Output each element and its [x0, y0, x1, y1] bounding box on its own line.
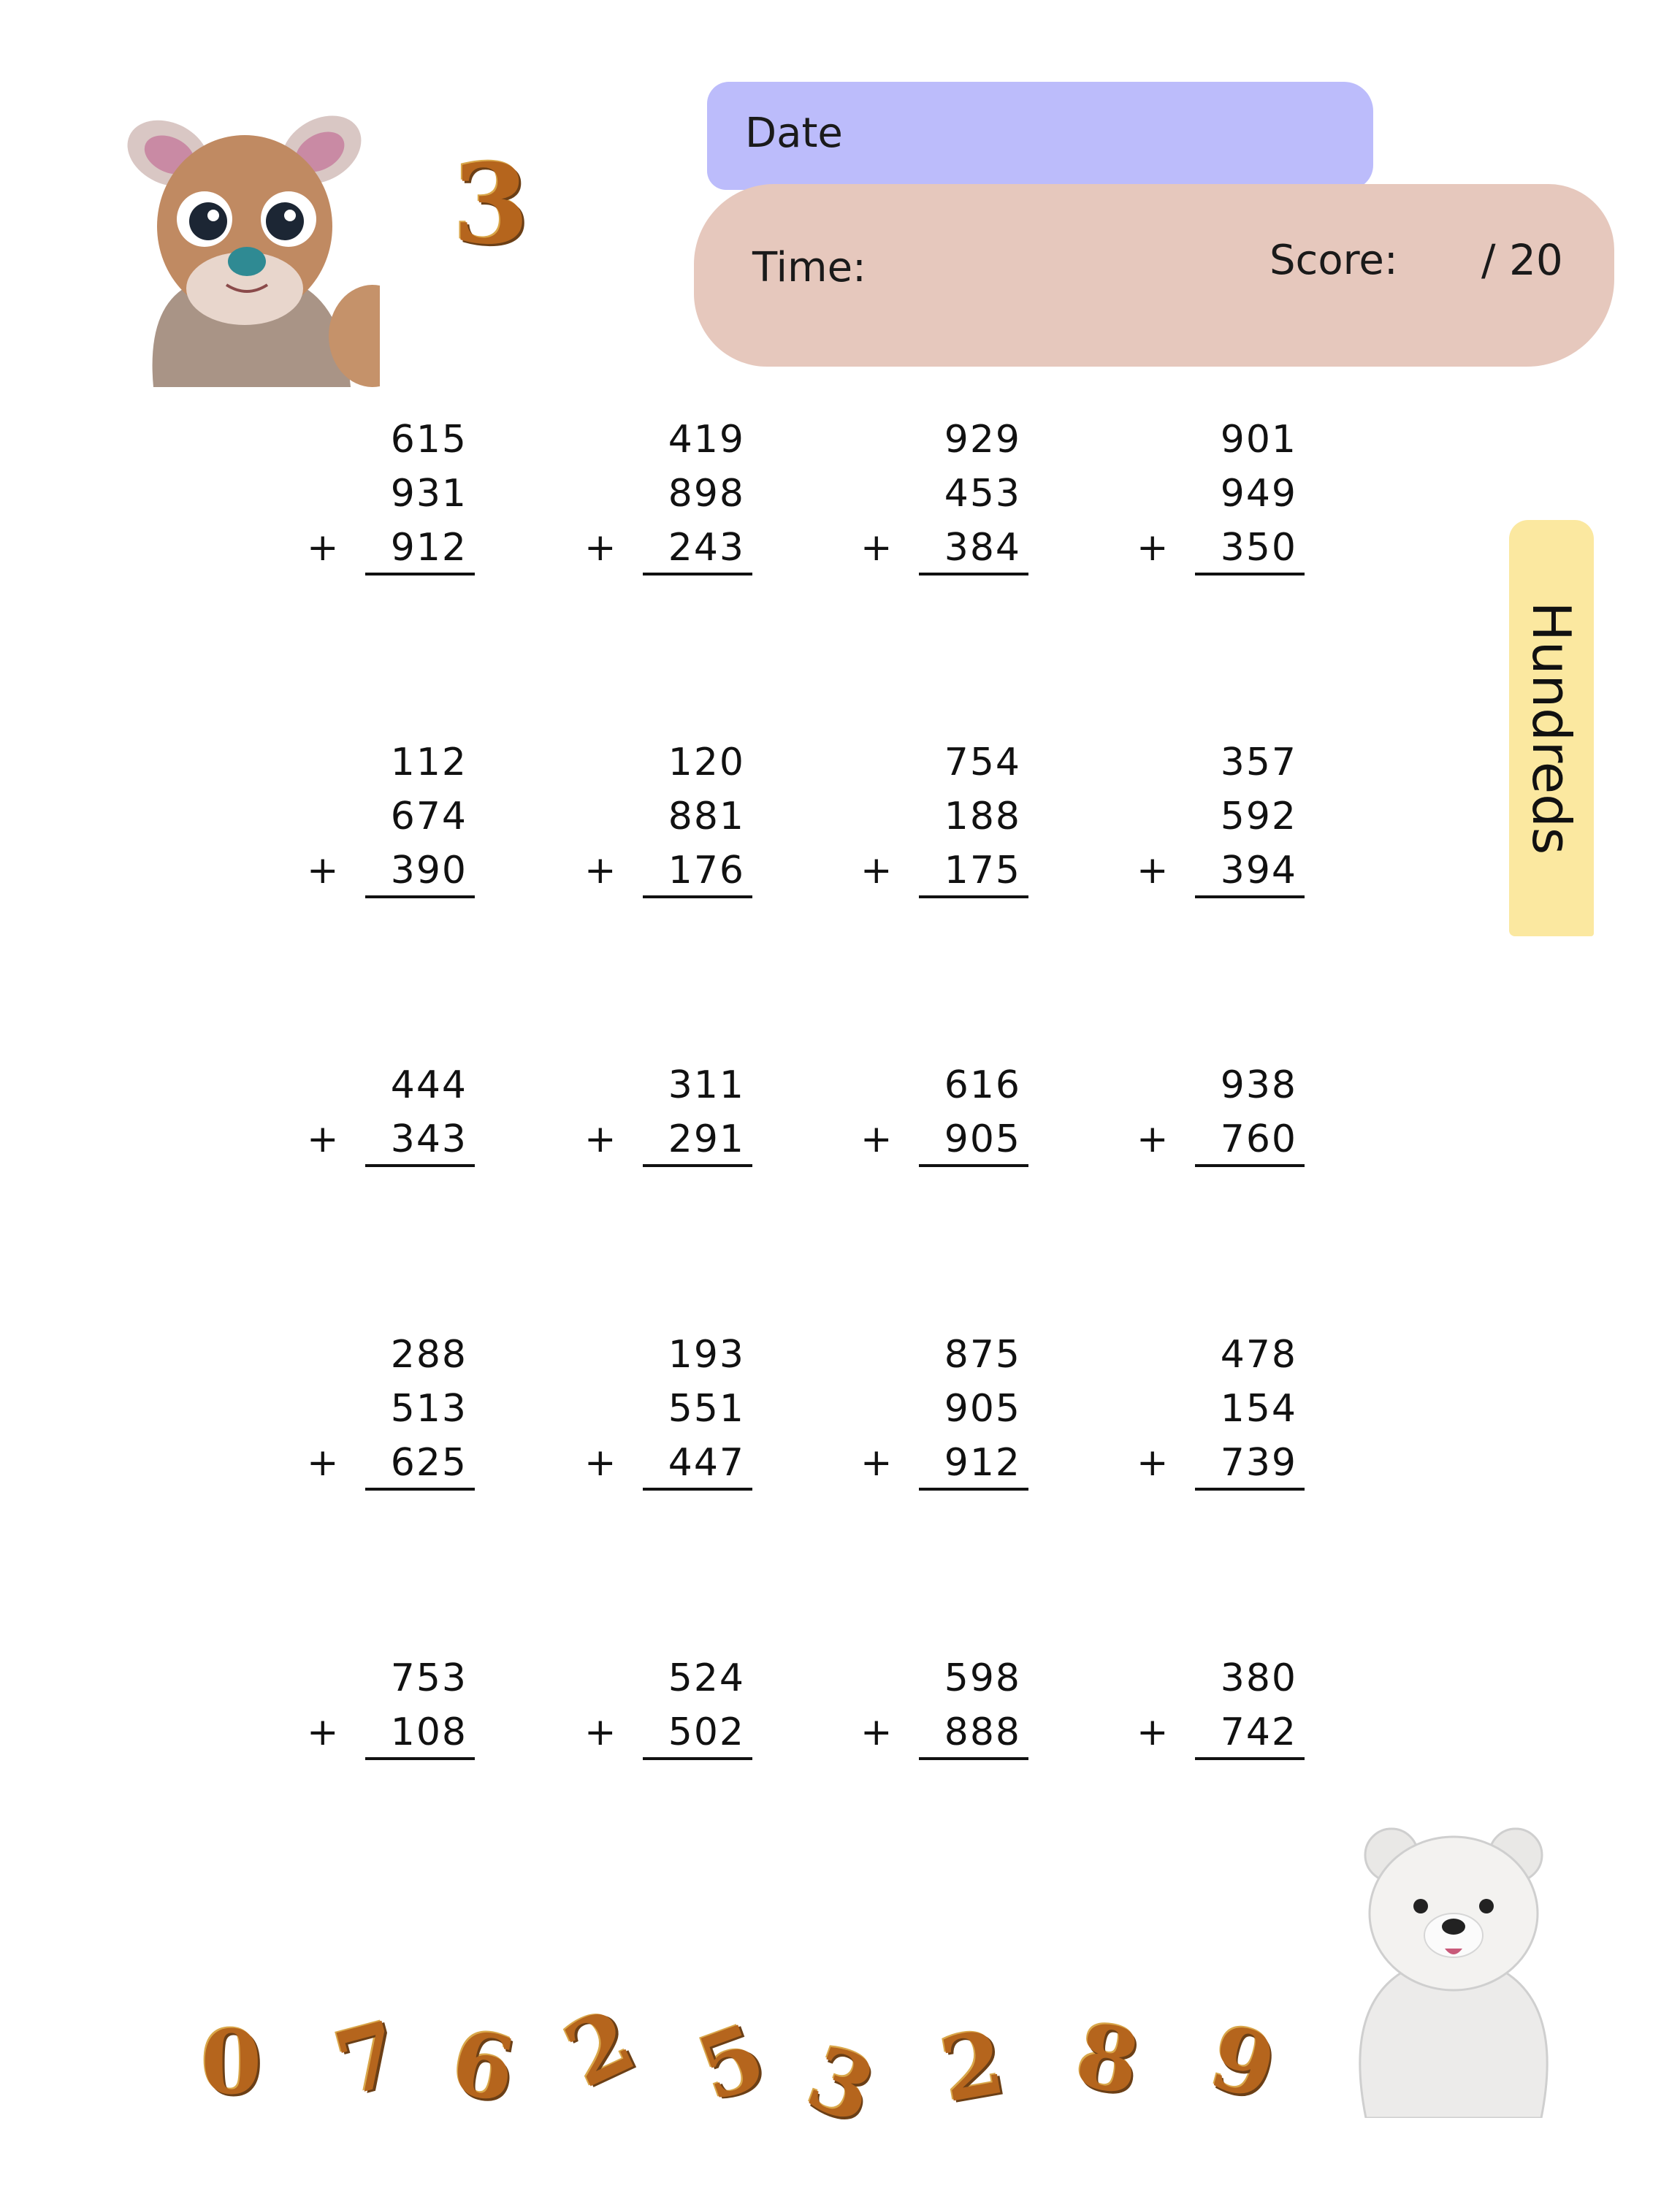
answer-line	[643, 573, 752, 576]
plus-sign: +	[584, 526, 616, 570]
addend: 753	[390, 1656, 467, 1700]
leaf-digit: 7	[325, 2001, 411, 2117]
answer-line	[643, 1488, 752, 1491]
addend: 912	[944, 1441, 1021, 1485]
addend: 243	[668, 526, 745, 570]
plus-sign: +	[860, 1441, 893, 1485]
addend: 311	[668, 1063, 745, 1107]
plus-sign: +	[307, 1710, 339, 1754]
answer-line	[643, 895, 752, 898]
addend: 592	[1220, 795, 1297, 838]
addend: 193	[668, 1333, 745, 1377]
leaf-digit: 3	[795, 2026, 888, 2144]
addition-problem	[307, 1333, 475, 1510]
addend: 929	[944, 418, 1021, 462]
addend: 350	[1220, 526, 1297, 570]
addition-problem	[584, 1063, 752, 1186]
worksheet-topic-tab	[1509, 520, 1594, 936]
answer-line	[365, 1757, 475, 1760]
plus-sign: +	[860, 1117, 893, 1161]
answer-line	[919, 895, 1028, 898]
answer-line	[919, 1488, 1028, 1491]
answer-line	[919, 573, 1028, 576]
addend: 760	[1220, 1117, 1297, 1161]
addend: 616	[944, 1063, 1021, 1107]
leaf-digit: 8	[1069, 2003, 1148, 2116]
addition-problem	[860, 1333, 1028, 1510]
plus-sign: +	[584, 849, 616, 892]
leaf-digit: 6	[444, 2010, 523, 2123]
answer-line	[919, 1164, 1028, 1167]
addend: 524	[668, 1656, 745, 1700]
addend: 674	[390, 795, 467, 838]
addend: 447	[668, 1441, 745, 1485]
worksheet-topic-label: Hundreds	[1521, 601, 1582, 855]
addition-problem	[584, 741, 752, 917]
time-score-panel	[694, 184, 1614, 367]
leaf-digit-top	[453, 140, 562, 269]
addend: 754	[944, 741, 1021, 784]
time-label: Time:	[752, 244, 866, 291]
leaf-digit: 9	[1200, 2005, 1286, 2121]
answer-line	[365, 573, 475, 576]
date-label: Date	[745, 110, 843, 157]
answer-line	[365, 1488, 475, 1491]
addition-problem	[307, 1063, 475, 1186]
addend: 478	[1220, 1333, 1297, 1377]
answer-line	[365, 895, 475, 898]
addend: 739	[1220, 1441, 1297, 1485]
addend: 357	[1220, 741, 1297, 784]
plus-sign: +	[307, 849, 339, 892]
addition-problem	[1137, 1063, 1305, 1186]
addend: 912	[390, 526, 467, 570]
plus-sign: +	[860, 849, 893, 892]
addend: 551	[668, 1387, 745, 1431]
plus-sign: +	[860, 526, 893, 570]
addend: 875	[944, 1333, 1021, 1377]
leaf-digit: 0	[201, 2011, 262, 2114]
addend: 390	[390, 849, 467, 892]
addend: 615	[390, 418, 467, 462]
addend: 176	[668, 849, 745, 892]
plus-sign: +	[584, 1710, 616, 1754]
answer-line	[1195, 573, 1305, 576]
plus-sign: +	[584, 1117, 616, 1161]
plus-sign: +	[860, 1710, 893, 1754]
addend: 188	[944, 795, 1021, 838]
addend: 380	[1220, 1656, 1297, 1700]
answer-line	[1195, 1757, 1305, 1760]
addition-problem	[307, 418, 475, 594]
plus-sign: +	[1137, 849, 1169, 892]
polar-bear-illustration	[1322, 1826, 1585, 2118]
answer-line	[1195, 1164, 1305, 1167]
plus-sign: +	[307, 526, 339, 570]
addend: 502	[668, 1710, 745, 1754]
addition-problem	[307, 1656, 475, 1779]
addition-problem	[860, 1063, 1028, 1186]
addend: 905	[944, 1387, 1021, 1431]
addend: 898	[668, 472, 745, 516]
leaf-digit-text: 3	[453, 140, 530, 269]
addend: 343	[390, 1117, 467, 1161]
date-field[interactable]	[707, 82, 1373, 190]
answer-line	[919, 1757, 1028, 1760]
plus-sign: +	[1137, 1117, 1169, 1161]
addition-problem	[1137, 1656, 1305, 1779]
plus-sign: +	[1137, 1441, 1169, 1485]
answer-line	[643, 1164, 752, 1167]
addend: 419	[668, 418, 745, 462]
addend: 112	[390, 741, 467, 784]
leaf-digit: 2	[933, 2010, 1012, 2123]
addend: 513	[390, 1387, 467, 1431]
answer-line	[1195, 895, 1305, 898]
addend: 384	[944, 526, 1021, 570]
addition-problem	[1137, 741, 1305, 917]
leaf-digit: 5	[685, 2004, 778, 2122]
score-total: / 20	[1481, 235, 1563, 285]
addition-problem	[584, 1656, 752, 1779]
answer-line	[1195, 1488, 1305, 1491]
addend: 175	[944, 849, 1021, 892]
addition-problem	[860, 1656, 1028, 1779]
addition-problem	[860, 418, 1028, 594]
addend: 938	[1220, 1063, 1297, 1107]
addend: 905	[944, 1117, 1021, 1161]
addition-problem	[1137, 418, 1305, 594]
addend: 625	[390, 1441, 467, 1485]
answer-line	[365, 1164, 475, 1167]
addend: 444	[390, 1063, 467, 1107]
addend: 742	[1220, 1710, 1297, 1754]
answer-line	[643, 1757, 752, 1760]
plus-sign: +	[307, 1117, 339, 1161]
score-label: Score:	[1269, 237, 1398, 284]
plus-sign: +	[1137, 1710, 1169, 1754]
addend: 888	[944, 1710, 1021, 1754]
addition-problem	[584, 418, 752, 594]
addend: 453	[944, 472, 1021, 516]
addend: 931	[390, 472, 467, 516]
addend: 291	[668, 1117, 745, 1161]
addend: 949	[1220, 472, 1297, 516]
addition-problem	[860, 741, 1028, 917]
plus-sign: +	[307, 1441, 339, 1485]
addend: 598	[944, 1656, 1021, 1700]
plus-sign: +	[1137, 526, 1169, 570]
addition-problem	[1137, 1333, 1305, 1510]
addition-problem	[584, 1333, 752, 1510]
addend: 154	[1220, 1387, 1297, 1431]
addition-problem	[307, 741, 475, 917]
addend: 288	[390, 1333, 467, 1377]
plus-sign: +	[584, 1441, 616, 1485]
addend: 120	[668, 741, 745, 784]
addend: 108	[390, 1710, 467, 1754]
addend: 881	[668, 795, 745, 838]
leaf-digit: 2	[550, 1989, 650, 2108]
addend: 901	[1220, 418, 1297, 462]
addend: 394	[1220, 849, 1297, 892]
fawn-illustration	[102, 102, 380, 387]
